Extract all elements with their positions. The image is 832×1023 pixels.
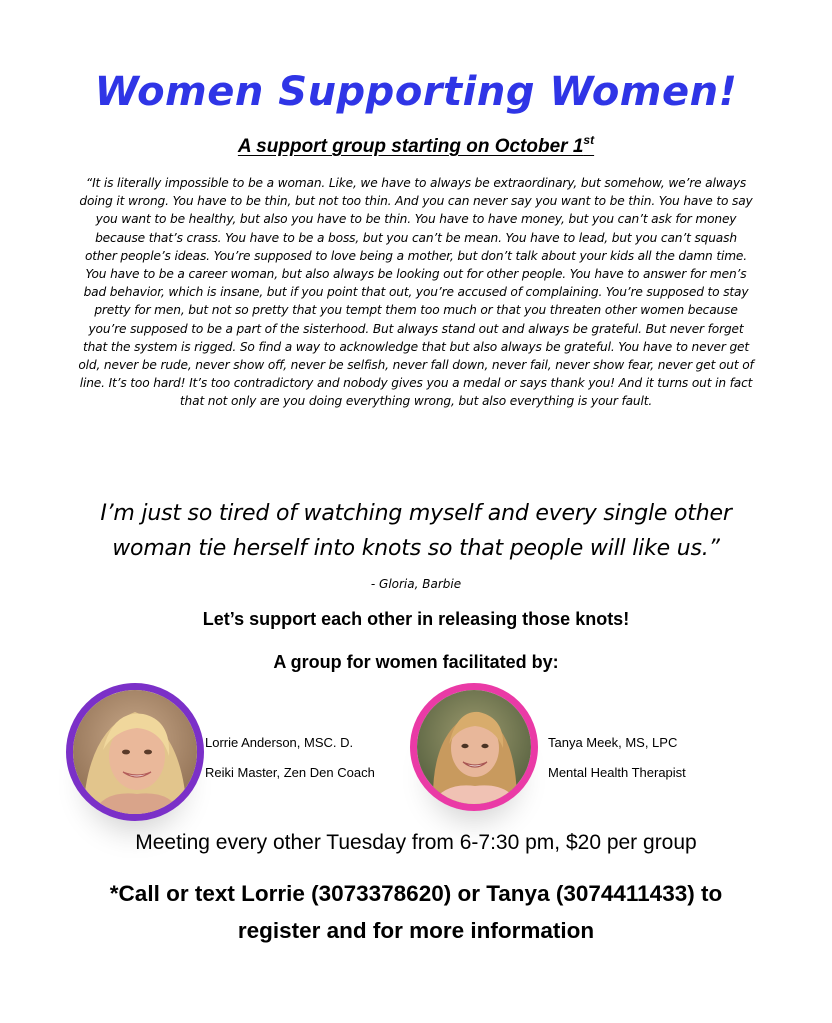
barbie-quote: “It is literally impossible to be a woman. Like, we have to always be extraordinary, but somehow, we’re always doing it wrong. You have to be thin, but not too thin. And you can never say you want to be thin. You have to say you want to be healthy, but also you have to be thin. You have to have money, but you can’t ask for money because that’s crass. You have to be a boss, but you can’t be mean. You have to lead, but you can’t squash other people’s ideas. You’re supposed to love being a mother, but don’t talk about your kids all the damn time. You have to be a career woman, but also always be looking out for other people. You have to answer for men’s bad behavior, which is insane, but if you point that out, you’re accused of complaining. You’re supposed to stay pretty for men, but not so pretty that you tempt them too much or that you threaten other women because you’re supposed to be a part of the sisterhood. But always stand out and always be grateful. But never forget that the system is rigged. So find a way to acknowledge that but also always be grateful. You have to never get old, never be rude, never show off, never be selfish, never fall down, never fail, never show fear, never get out of line. It’s too hard! It’s too contradictory and nobody gives you a medal or says thank you! And it turns out in fact that not only are you doing everything wrong, but also everything is your fault.	[78, 176, 754, 409]
subtitle-main: A support group starting on October 1	[237, 136, 584, 157]
tanya-name: Tanya Meek, MS, LPC	[548, 735, 678, 750]
lorrie-role: Reiki Master, Zen Den Coach	[205, 765, 375, 780]
quote-attribution: - Gloria, Barbie	[370, 577, 462, 591]
flyer-title: Women Supporting Women!	[94, 69, 738, 115]
flyer-subtitle	[0, 134, 832, 160]
subtitle-ordinal: st	[583, 133, 595, 147]
contact-info: *Call or text Lorrie (3073378620) or Tanya (3074411433) to register and for more information	[109, 881, 723, 943]
tanya-role: Mental Health Therapist	[548, 765, 686, 780]
subtitle-text	[237, 133, 595, 157]
support-message: Let’s support each other in releasing those knots!	[202, 609, 630, 629]
tanya-avatar	[410, 683, 538, 811]
lorrie-avatar	[66, 683, 204, 821]
barbie-quote-highlight: I’m just so tired of watching myself and every single other woman tie herself into knots so that people will like us.”	[100, 501, 732, 561]
lorrie-name: Lorrie Anderson, MSC. D.	[205, 735, 354, 750]
meeting-schedule: Meeting every other Tuesday from 6-7:30 pm, $20 per group	[135, 831, 697, 854]
tanya-portrait-icon	[417, 690, 531, 804]
facilitated-by-heading: A group for women facilitated by:	[273, 652, 559, 672]
lorrie-portrait-icon	[73, 690, 197, 814]
